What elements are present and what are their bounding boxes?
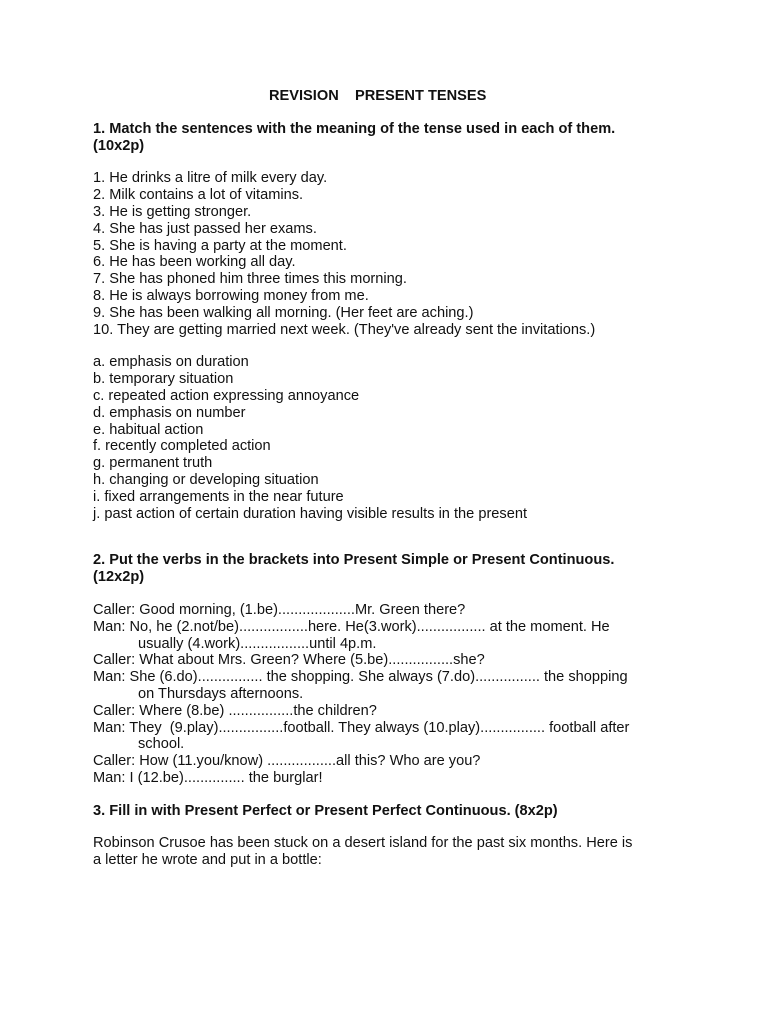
section-2-heading-line-2: (12x2p) <box>93 569 145 586</box>
dialog-line: Man: They (9.play)................football. They always (10.play)................ football after <box>93 719 630 736</box>
sentence-item: 8. He is always borrowing money from me. <box>93 287 369 304</box>
sentence-item: 10. They are getting married next week. (They've already sent the invitations.) <box>93 321 596 338</box>
dialog-line: Man: I (12.be)............... the burglar! <box>93 769 323 786</box>
section-1-heading-line-1: 1. Match the sentences with the meaning of the tense used in each of them. <box>93 120 616 137</box>
meaning-item: c. repeated action expressing annoyance <box>93 387 360 404</box>
section-3-paragraph <box>93 835 703 869</box>
meaning-item: f. recently completed action <box>93 438 271 455</box>
meaning-list <box>93 354 703 522</box>
sentence-list <box>93 170 703 338</box>
sentence-item: 9. She has been walking all morning. (Her feet are aching.) <box>93 304 474 321</box>
dialog-line: Man: No, he (2.not/be).................here. He(3.work)................. at the moment. He <box>93 618 610 635</box>
dialog-line: Caller: Good morning, (1.be)...................Mr. Green there? <box>93 601 466 618</box>
sentence-item: 3. He is getting stronger. <box>93 203 252 220</box>
dialog-line: Caller: How (11.you/know) .................all this? Who are you? <box>93 753 481 770</box>
meaning-item: g. permanent truth <box>93 455 213 472</box>
section-2-heading <box>93 552 703 586</box>
dialog-line: Caller: Where (8.be) ................the children? <box>93 702 377 719</box>
sentence-item: 2. Milk contains a lot of vitamins. <box>93 187 304 204</box>
meaning-item: a. emphasis on duration <box>93 354 249 371</box>
worksheet-page <box>93 88 703 869</box>
dialog-line: Caller: What about Mrs. Green? Where (5.be)................she? <box>93 652 485 669</box>
section-3-heading <box>93 803 703 820</box>
dialog-line-continuation: on Thursdays afternoons. <box>138 685 304 702</box>
dialog-line-continuation: school. <box>138 736 185 753</box>
dialog-exercise <box>93 602 703 787</box>
sentence-item: 6. He has been working all day. <box>93 254 296 271</box>
sentence-item: 4. She has just passed her exams. <box>93 220 317 237</box>
meaning-item: i. fixed arrangements in the near future <box>93 488 344 505</box>
section-2-heading-line-1: 2. Put the verbs in the brackets into Present Simple or Present Continuous. <box>93 552 615 569</box>
meaning-item: h. changing or developing situation <box>93 471 319 488</box>
section-3-heading-line: 3. Fill in with Present Perfect or Present Perfect Continuous. (8x2p) <box>93 802 558 819</box>
meaning-item: d. emphasis on number <box>93 404 246 421</box>
section-1-heading-line-2: (10x2p) <box>93 137 145 154</box>
sentence-item: 5. She is having a party at the moment. <box>93 237 347 254</box>
paragraph-line-2: a letter he wrote and put in a bottle: <box>93 852 322 869</box>
meaning-item: j. past action of certain duration having visible results in the present <box>93 505 528 522</box>
meaning-item: b. temporary situation <box>93 371 234 388</box>
paragraph-line-1: Robinson Crusoe has been stuck on a desert island for the past six months. Here is <box>93 835 633 852</box>
section-1-heading <box>93 121 703 155</box>
sentence-item: 1. He drinks a litre of milk every day. <box>93 170 328 187</box>
sentence-item: 7. She has phoned him three times this morning. <box>93 271 407 288</box>
dialog-line-continuation: usually (4.work).................until 4p.m. <box>138 635 377 652</box>
meaning-item: e. habitual action <box>93 421 204 438</box>
dialog-line: Man: She (6.do)................ the shopping. She always (7.do)................ the shopping <box>93 669 628 686</box>
page-title: REVISION PRESENT TENSES <box>269 88 487 104</box>
